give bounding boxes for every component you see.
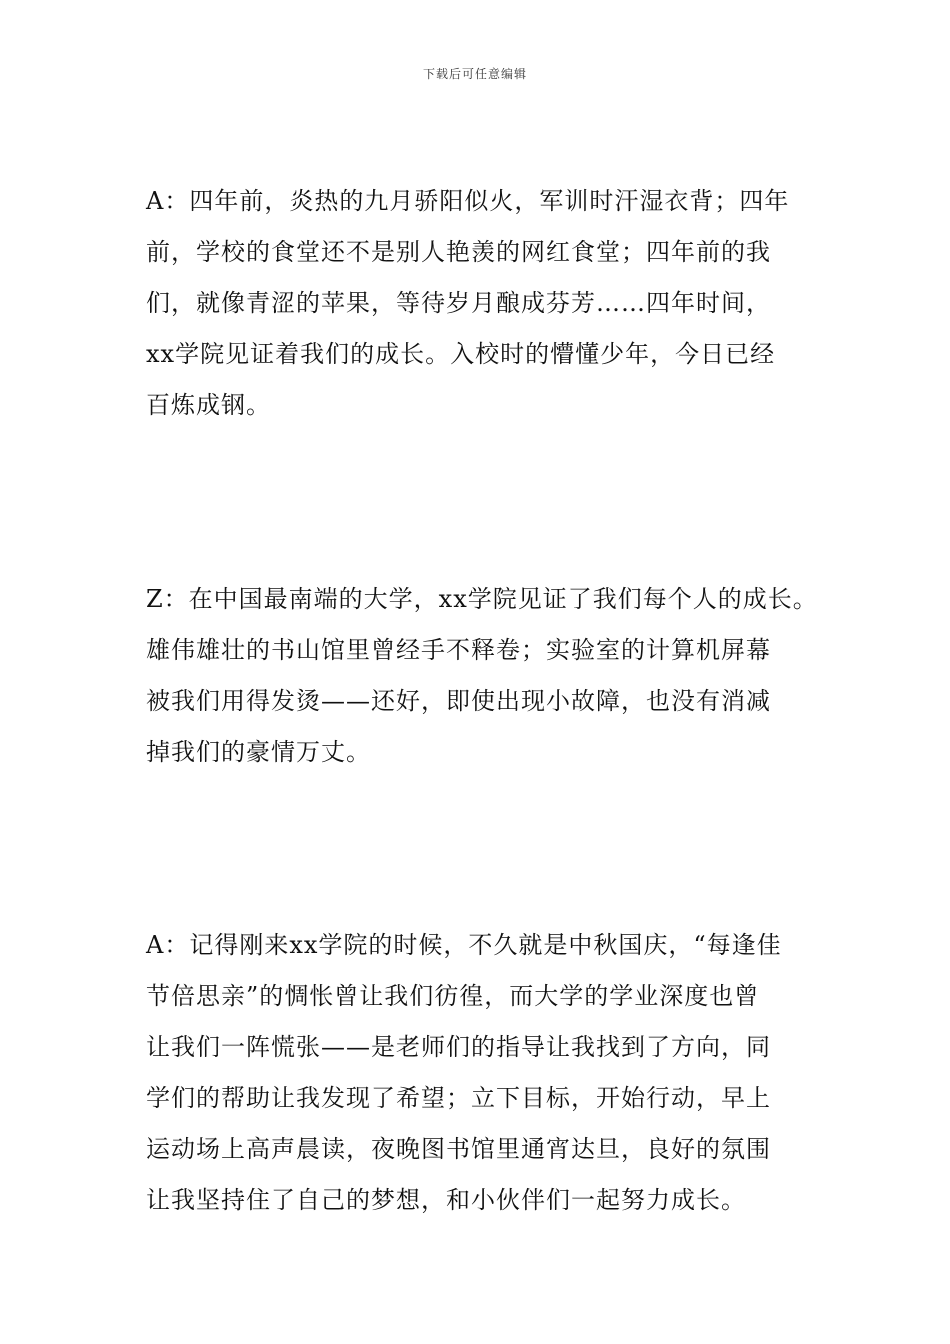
paragraph-3 (146, 920, 836, 1226)
paragraph-line: 雄伟雄壮的书山馆里曾经手不释卷；实验室的计算机屏幕 (146, 636, 771, 664)
page-header: 下载后可任意编辑 (422, 67, 527, 81)
paragraph-line: xx学院见证着我们的成长。入校时的懵懂少年，今日已经 (146, 340, 776, 368)
paragraph-line: 让我坚持住了自己的梦想，和小伙伴们一起努力成长。 (146, 1186, 746, 1214)
paragraph-line: A：四年前，炎热的九月骄阳似火，军训时汗湿衣背；四年 (146, 187, 790, 215)
paragraph-line: Z：在中国最南端的大学，xx学院见证了我们每个人的成长。 (146, 585, 818, 613)
paragraph-line: 学们的帮助让我发现了希望；立下目标，开始行动，早上 (146, 1084, 771, 1112)
paragraph-line: 前，学校的食堂还不是别人艳羡的网红食堂；四年前的我 (146, 238, 771, 266)
paragraph-line: 运动场上高声晨读，夜晚图书馆里通宵达旦，良好的氛围 (146, 1135, 771, 1163)
paragraph-1 (146, 176, 836, 431)
paragraph-line: A：记得刚来xx学院的时候，不久就是中秋国庆，“每逢佳 (146, 931, 782, 959)
paragraph-line: 让我们一阵慌张——是老师们的指导让我找到了方向，同 (146, 1033, 771, 1061)
paragraph-line: 节倍思亲”的惆怅曾让我们彷徨，而大学的学业深度也曾 (146, 982, 760, 1010)
paragraph-2 (146, 574, 836, 778)
paragraph-line: 百炼成钢。 (146, 391, 271, 419)
paragraph-line: 掉我们的豪情万丈。 (146, 738, 371, 766)
paragraph-line: 被我们用得发烫——还好，即使出现小故障，也没有消减 (146, 687, 771, 715)
paragraph-line: 们，就像青涩的苹果，等待岁月酿成芬芳……四年时间， (146, 289, 771, 317)
